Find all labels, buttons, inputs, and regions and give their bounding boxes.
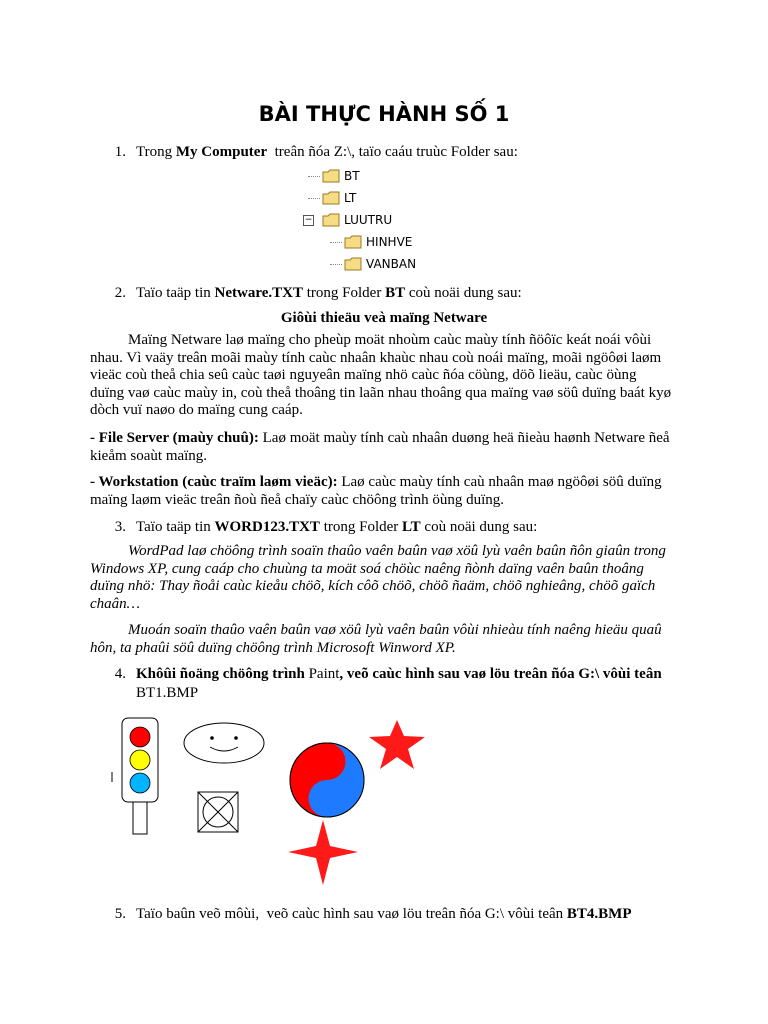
smiley-face-icon (184, 723, 264, 763)
item3-text: Taïo taäp tin WORD123.TXT trong Folder LT coù noäi dung sau: (136, 519, 538, 535)
folder-icon (322, 169, 340, 183)
item5-text: Taïo baûn veõ môùi, veõ caùc hình sau vaø löu treân ñóa G:\ vôùi teân BT4.BMP (136, 906, 632, 922)
item3-number: 3. (114, 519, 126, 535)
folder-name: LT (344, 191, 357, 205)
tree-connector (330, 242, 342, 243)
file-server-paragraph: - File Server (maùy chuû): Laø moät maùy tính caù nhaân duøng heä ñieàu haønh Netware ñeå kieåm soaùt maïng. (90, 430, 670, 464)
folder-name: LUUTRU (344, 213, 393, 227)
tree-connector (308, 176, 320, 177)
tree-connector (330, 264, 342, 265)
item1-text: Trong My Computer treân ñóa Z:\, taïo caáu truùc Folder sau: (136, 144, 518, 160)
item4-filename: BT1.BMP (136, 685, 199, 701)
item4-number: 4. (114, 666, 126, 682)
folder-name: VANBAN (366, 257, 417, 271)
wordpad-paragraph-1: WordPad laø chöông trình soaïn thaûo vaên baûn vaø xöû lyù vaên baûn ñôn giaûn trong Windows XP, cung caáp cho chuùng ta moät soá chöùc naêng ñònh daïng vaên baûn thoâng duïng nhö: Thay ñoåi caùc kieåu chöõ, kích côõ chöõ, chöõ ñaäm, chöõ nghieâng, chöõ gaïch chaân… (90, 543, 666, 612)
folder-icon (344, 235, 362, 249)
yin-yang-icon (290, 743, 364, 817)
folder-name: BT (344, 169, 360, 183)
workstation-paragraph: - Workstation (caùc traïm laøm vieäc): Laø caùc maùy tính caù nhaân maø ngöôøi söû duïng maïng laøm vieäc treân ñoù ñeå chaïy caùc chöông trình öùng duïng. (90, 474, 662, 508)
netware-paragraph: Maïng Netware laø maïng cho pheùp moät nhoùm caùc maùy tính ñöôïc keát noái vôùi nhau. Vì vaäy treân moãi maùy tính caùc nhaân khaùc nhau coù noái maïng, moãi ngöôøi laøm vieäc coù theå chia seû caùc taøi nguyeân maïng nhö caùc ñóa cöùng, döõ lieäu, caùc öùng duïng vaø caùc maùy in, coù theå thoâng tin laãn nhau thoâng qua maïng vaø söû duïng baát kyø dòch vuï naøo do maïng cung caáp. (90, 332, 672, 418)
folder-row-luutru[interactable] (300, 209, 440, 231)
folder-icon (344, 257, 362, 271)
folder-row-hinhve[interactable] (300, 231, 440, 253)
item4-text: Khôûi ñoäng chöông trình Paint, veõ caùc hình sau vaø löu treân ñóa G:\ vôùi teân (136, 666, 662, 682)
folder-tree (300, 165, 440, 275)
folder-row-vanban[interactable] (300, 253, 440, 275)
paint-drawings (100, 710, 440, 890)
item1-number: 1. (114, 144, 126, 160)
folder-name: HINHVE (366, 235, 413, 249)
netware-heading: Giôùi thieäu veà maïng Netware (280, 310, 488, 326)
tree-connector (308, 198, 320, 199)
folder-row-lt[interactable] (300, 187, 440, 209)
wordpad-paragraph-2: Muoán soaïn thaûo vaên baûn vaø xöû lyù vaên baûn vôùi nhieàu tính naêng hieäu quaû hôn, ta phaûi söû duïng chöông trình Microsoft Winword XP. (90, 622, 662, 656)
folder-icon (322, 213, 340, 227)
folder-icon (322, 191, 340, 205)
collapse-toggle-icon[interactable]: − (304, 214, 313, 225)
five-point-star-icon (369, 720, 425, 769)
folder-row-bt[interactable] (300, 165, 440, 187)
crossed-box-icon (198, 792, 238, 832)
item5-number: 5. (114, 906, 126, 922)
item2-number: 2. (114, 285, 126, 301)
item2-text: Taïo taäp tin Netware.TXT trong Folder BT coù noäi dung sau: (136, 285, 522, 301)
four-point-star-icon (288, 820, 358, 885)
page-title: BÀI THỰC HÀNH SỐ 1 (258, 102, 510, 126)
traffic-light-icon (112, 718, 158, 834)
